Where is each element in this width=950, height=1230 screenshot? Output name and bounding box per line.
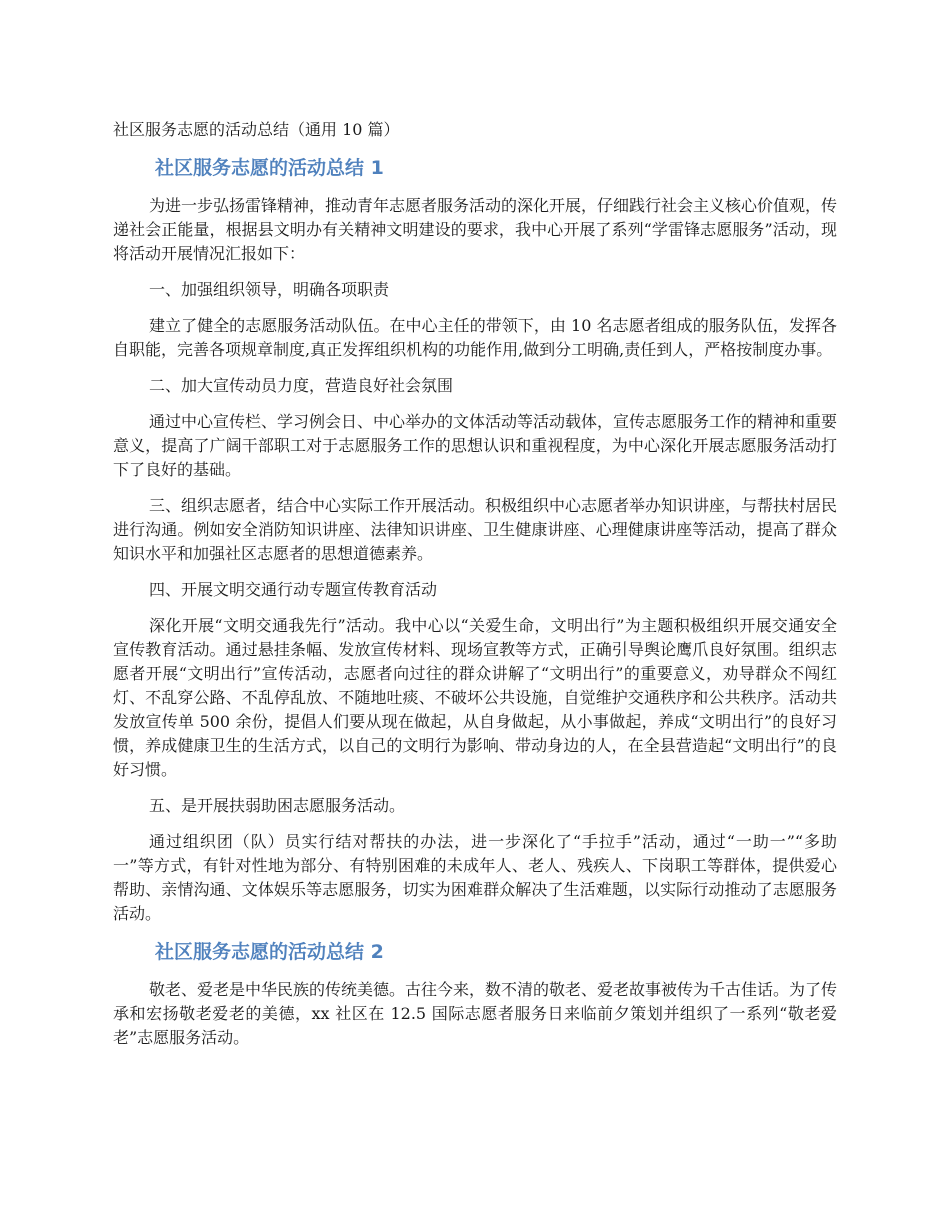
subheading-1: 一、加强组织领导，明确各项职责	[149, 280, 390, 299]
paragraph-intro: 为进一步弘扬雷锋精神，推动青年志愿者服务活动的深化开展，仔细践行社会主义核心价值观，传递社会正能量，根据县文明办有关精神文明建设的要求，我中心开展了系列“学雷锋志愿服务”活动，现将活动开展情况汇报如下：	[113, 196, 838, 263]
paragraph: 深化开展“文明交通我先行”活动。我中心以“关爱生命，文明出行”为主题积极组织开展交通安全宣传教育活动。通过悬挂条幅、发放宣传材料、现场宣教等方式，正确引导舆论鹰爪良好氛围。组织志愿者开展“文明出行”宣传活动，志愿者向过往的群众讲解了“文明出行”的重要意义，劝导群众不闯红灯、不乱穿公路、不乱停乱放、不随地吐痰、不破坏公共设施，自觉维护交通秩序和公共秩序。活动共发放宣传单 500 余份，提倡人们要从现在做起，从自身做起，从小事做起，养成“文明出行”的良好习惯，养成健康卫生的生活方式，以自己的文明行为影响、带动身边的人，在全县营造起“文明出行”的良好习惯。	[113, 616, 837, 779]
subheading-4: 四、开展文明交通行动专题宣传教育活动	[149, 580, 438, 599]
section-heading-2: 社区服务志愿的活动总结 2	[155, 941, 384, 963]
paragraph: 敬老、爱老是中华民族的传统美德。古往今来，数不清的敬老、爱老故事被传为千古佳话。为了传承和宏扬敬老爱老的美德，xx 社区在 12.5 国际志愿者服务日来临前夕策划并组织了一系列“敬老爱老”志愿服务活动。	[113, 980, 838, 1047]
document-title: 社区服务志愿的活动总结（通用 10 篇）	[113, 120, 400, 139]
paragraph: 三、组织志愿者，结合中心实际工作开展活动。积极组织中心志愿者举办知识讲座，与帮扶村居民进行沟通。例如安全消防知识讲座、法律知识讲座、卫生健康讲座、心理健康讲座等活动，提高了群众知识水平和加强社区志愿者的思想道德素养。	[113, 496, 838, 563]
paragraph: 建立了健全的志愿服务活动队伍。在中心主任的带领下，由 10 名志愿者组成的服务队伍，发挥各自职能，完善各项规章制度,真正发挥组织机构的功能作用,做到分工明确,责任到人，严格按制度办事。	[113, 316, 837, 359]
paragraph: 通过组织团（队）员实行结对帮扶的办法，进一步深化了“手拉手”活动，通过“一助一”“多助一”等方式，有针对性地为部分、有特别困难的未成年人、老人、残疾人、下岗职工等群体，提供爱心帮助、亲情沟通、文体娱乐等志愿服务，切实为困难群众解决了生活难题，以实际行动推动了志愿服务活动。	[113, 832, 837, 923]
paragraph: 通过中心宣传栏、学习例会日、中心举办的文体活动等活动载体，宣传志愿服务工作的精神和重要意义，提高了广阔干部职工对于志愿服务工作的思想认识和重视程度，为中心深化开展志愿服务活动打下了良好的基础。	[113, 412, 838, 479]
document-page	[113, 118, 837, 1062]
section-heading-1: 社区服务志愿的活动总结 1	[155, 157, 384, 179]
subheading-5: 五、是开展扶弱助困志愿服务活动。	[149, 796, 406, 815]
subheading-2: 二、加大宣传动员力度，营造良好社会氛围	[149, 376, 454, 395]
